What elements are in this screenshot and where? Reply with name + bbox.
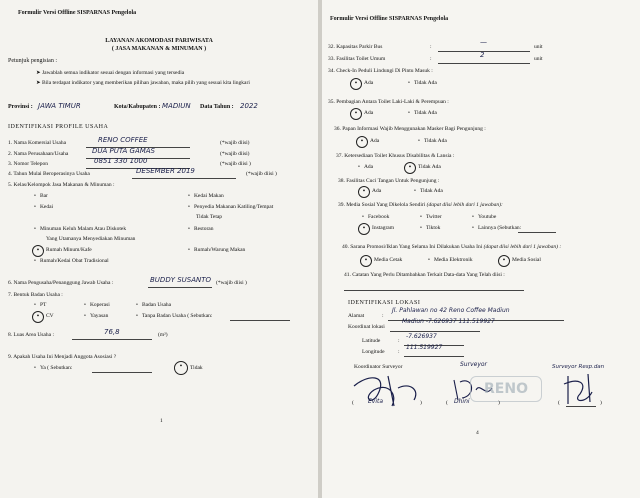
q5-option[interactable]: • Kedai [34,204,53,210]
instructions-label: Petunjuk pengisian : [8,58,57,64]
page-number: 1 [160,418,163,424]
city-value: MADIUN [162,102,191,110]
form-page-4: Formulir Versi Offline SISPARNAS Pengelola 32. Kapasitas Parkir Bus : — unit 33. Fasilitas Toilet Umum : 2 unit 34. Check-In Peduli Lindungi Di Pintu Masuk : • Ada • Tidak Ada 35. Pembagian Antara Toilet Laki-Laki & Perempuan : • Ada • Tidak Ada 36. Papan Informasi Wajib Menggunakan Masker Bagi Pengunjung : • Ada • Tidak Ada 37. Ketersediaan Toilet Khusus Disabilitas & Lansia : • Ada • Tidak Ada 38. Fasilitas Cuci Tangan Untuk Pengunjung : • Ada • Tidak Ada 39. Media Sosial Yang Dikelola Sendiri (dapat diisi lebih dari 1 jawaban): • Facebook • Twitter • Youtube • Instagram • Tiktok • Lainnya (Sebutkan: 40. Sarana Promosi/Iklan Yang Selama Ini Dilakukan Usaha Ini (dapat diisi lebih dari 1 jawaban) : • Media Cetak • Media Elektronik • Media Sosial 41. Catatan Yang Perlu Ditambahkan Terkait Data-data Yang Telah diisi : IDENTIFIKASI LOKASI Alamat : Jl. Pahlawan no 42 Reno Coffee Madiun Koordinat lokasi Madiun -7.626937 111.519927 Latitude : -7.626937 Longitude : 111.519927 Koordinator Surveyor Surveyor Surveyor Resp.dan ( Evita ) RENO ( Dhini ) ( ) 4 [322,0,640,498]
q39-option[interactable]: • Tiktok [420,225,440,231]
year-value: 2022 [240,102,258,110]
coord-label: Koordinat lokasi [348,324,385,330]
signature-coordinator [348,368,438,412]
q2-value: DUA PUTA GAMAS [92,147,156,155]
selected-circle: • [498,255,510,267]
q38-label: 38. Fasilitas Cuci Tangan Untuk Pengunjung : [338,178,440,184]
q32-unit: unit [534,44,543,50]
page-number: 4 [476,430,479,436]
q9-option-yes[interactable]: • Ya ( Sebutkan: [34,365,72,371]
selected-circle: • [350,108,362,120]
q5-option[interactable]: • Rumah/Warung Makan [188,247,245,253]
q7-option[interactable]: • Yayasan [84,313,108,319]
selected-circle: • [358,186,370,198]
form-subtitle: ( JASA MAKANAN & MINUMAN ) [111,46,207,52]
q5-option[interactable]: • Restoran [188,226,214,232]
q6-label: 6. Nama Pengusaha/Penanggung Jawab Usaha : [8,280,114,286]
q39-option[interactable]: • Facebook [362,214,389,220]
opt-ada[interactable]: Ada [364,110,374,116]
q7-label: 7. Bentuk Badan Usaha : [8,292,63,298]
opt-tidak-ada[interactable]: Tidak Ada [418,164,441,170]
q35-label: 35. Pembagian Antara Toilet Laki-Laki & Perempuan : [328,99,449,105]
q8-unit: (m²) [158,332,168,338]
q39-label: 39. Media Sosial Yang Dikelola Sendiri (dapat diisi lebih dari 1 jawaban): [338,202,503,208]
form-title: LAYANAN AKOMODASI PARIWISATA [105,38,213,44]
q32-label: 32. Kapasitas Parkir Bus [328,44,383,50]
q7-option[interactable]: • Koperasi [84,302,110,308]
q7-option[interactable]: • Badan Usaha [136,302,171,308]
q5-option[interactable]: • Rumah/Kedai Obat Tradisional [34,258,109,264]
selected-circle: • [32,245,44,257]
location-section-title: IDENTIFIKASI LOKASI [348,300,421,306]
q5-option[interactable]: • Bar [34,193,48,199]
q40-option[interactable]: Media Cetak [374,257,403,263]
sig2-name: Dhini [454,398,470,405]
province-label: Provinsi : [8,104,33,110]
q7-option[interactable]: • PT [34,302,46,308]
selected-circle: • [404,162,416,174]
q3-required: (*wajib diisi ) [220,161,251,167]
q39-option-selected[interactable]: Instagram [372,225,394,231]
q40-option[interactable]: • Media Elektronik [428,257,473,263]
q32-value: — [480,38,487,46]
selected-circle: • [350,78,362,90]
q40-label: 40. Sarana Promosi/Iklan Yang Selama Ini Dilakukan Usaha Ini (dapat diisi lebih dari 1 jawaban) : [342,244,562,250]
section-title: IDENTIFIKASI PROFILE USAHA [8,124,109,130]
opt-ada[interactable]: • Ada [358,164,373,170]
address-value: Jl. Pahlawan no 42 Reno Coffee Madiun [392,307,510,314]
selected-circle: • [174,361,188,375]
lat-value: -7.626937 [406,333,437,340]
province-value: JAWA TIMUR [38,102,81,110]
q33-value: 2 [480,51,485,59]
q6-value: BUDDY SUSANTO [150,276,212,284]
q2-required: (*wajib diisi) [220,151,250,157]
selected-circle: • [32,311,44,323]
q4-value: DESEMBER 2019 [136,167,195,175]
page-header: Formulir Versi Offline SISPARNAS Pengelola [18,10,137,16]
q1-value: RENO COFFEE [98,136,148,144]
q3-value: 0851 330 1000 [94,157,148,165]
q36-label: 36. Papan Informasi Wajib Menggunakan Masker Bagi Pengunjung : [334,126,486,132]
q37-label: 37. Ketersediaan Toilet Khusus Disabilitas & Lansia : [336,153,455,159]
q6-required: (*wajib diisi ) [216,280,247,286]
q5-option-cont: Yang Utamanya Menyediakan Minuman [46,236,136,242]
q5-option[interactable]: • Minuman Keluh Malam Atau Diskotek [34,226,126,232]
q5-option[interactable]: • Penyedia Makanan Katiling/Tempat [188,204,273,210]
opt-tidak-ada[interactable]: • Tidak Ada [408,80,437,86]
q41-label: 41. Catatan Yang Perlu Ditambahkan Terkait Data-data Yang Telah diisi : [344,272,505,278]
q4-required: (*wajib diisi ) [246,171,277,177]
lon-value: 111.519927 [406,344,443,351]
q9-option-no[interactable]: Tidak [190,365,203,371]
opt-tidak-ada[interactable]: • Tidak Ada [418,138,447,144]
opt-tidak-ada[interactable]: • Tidak Ada [414,188,443,194]
opt-ada[interactable]: Ada [370,138,380,144]
q34-label: 34. Check-In Peduli Lindungi Di Pintu Masuk : [328,68,433,74]
q5-option-cont: Tidak Tetap [196,214,223,220]
form-page-1 [0,0,318,498]
q33-label: 33. Fasilitas Toilet Umum [328,56,386,62]
sig1-label: Koordinator Surveyor [354,364,403,370]
sig2-label: Surveyor [460,361,488,368]
page-header: Formulir Versi Offline SISPARNAS Pengelola [330,16,449,22]
q4-label: 4. Tahun Mulai Beroperasinya Usaha [8,171,90,177]
q1-label: 1. Nama Komersial Usaha [8,140,67,146]
city-label: Kota/Kabupaten : [114,104,161,110]
opt-ada[interactable]: Ada [372,188,382,194]
lat-label: Latitude [362,338,381,344]
q9-label: 9. Apakah Usaha Ini Menjadi Anggota Asosiasi ? [8,354,117,360]
q5-option[interactable]: • Kedai Makan [188,193,224,199]
company-stamp: RENO [470,376,542,402]
selected-circle: • [358,223,370,235]
year-label: Data Tahun : [200,104,234,110]
q39-option[interactable]: • Lainnya (Sebutkan: [472,225,521,231]
instruction-2: ➤ Bila terdapat indikator yang memberikan pilihan jawaban, maka pilih yang sesuai kita lingkari [36,80,250,86]
q3-label: 3. Nomor Telepon [8,161,48,167]
q39-option[interactable]: • Youtube [472,214,496,220]
q39-option[interactable]: • Twitter [420,214,442,220]
opt-tidak-ada[interactable]: • Tidak Ada [408,110,437,116]
coord-value: Madiun -7.626937 111.519927 [402,318,495,325]
q5-option-selected[interactable]: Rumah Minum/Kafe [46,247,92,253]
q2-label: 2. Nama Perusahaan/Usaha [8,151,69,157]
q7-option[interactable]: • Tanpa Badan Usaha ( Sebutkan: [136,313,212,319]
q40-option[interactable]: Media Sosial [512,257,541,263]
selected-circle: • [356,136,368,148]
address-label: Alamat [348,313,365,319]
instruction-1: ➤ Jawablah semua indikator sesuai dengan informasi yang tersedia [36,70,185,76]
q1-required: (*wajib diisi) [220,140,250,146]
q7-option-selected[interactable]: CV [46,313,54,319]
selected-circle: • [360,255,372,267]
sig1-name: Evita [368,398,384,405]
lon-label: Longitude [362,349,385,355]
sig3-label: Surveyor Resp.dan [552,364,605,370]
opt-ada[interactable]: Ada [364,80,374,86]
q8-label: 8. Luas Area Usaha : [8,332,54,338]
q8-value: 76,8 [104,328,120,336]
q33-unit: unit [534,56,543,62]
q5-label: 5. Kelas/Kelompok Jasa Makanan & Minuman : [8,182,115,188]
